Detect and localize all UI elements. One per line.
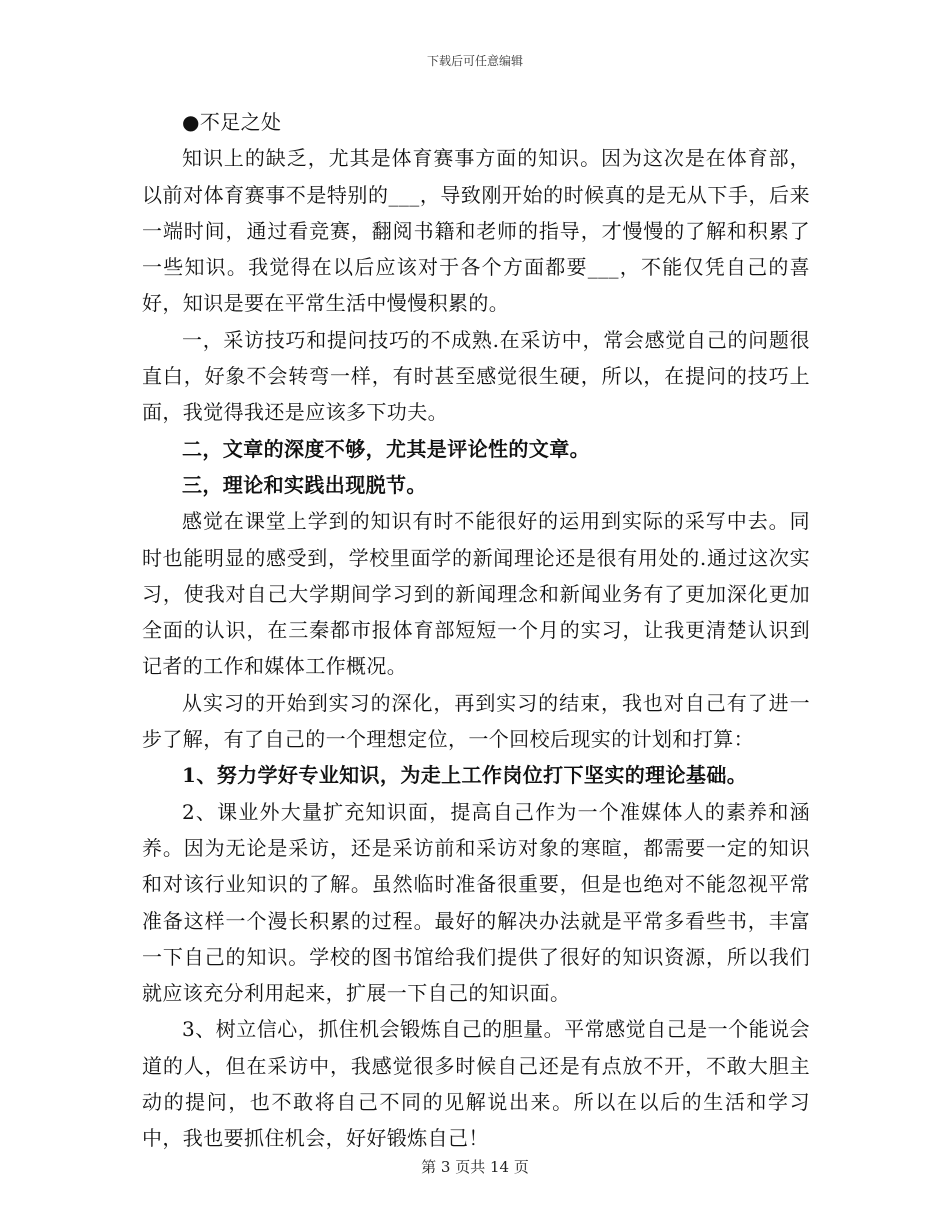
bold-paragraph: 三，理论和实践出现脱节。 [182, 472, 427, 497]
paragraph: 3、树立信心，抓住机会锻炼自己的胆量。平常感觉自己是一个能说会道的人，但在采访中，我感觉很多时候自己还是有点放不开，不敢大胆主动的提问，也不敢将自己不同的见解说出来。所以在以后的生活和学习中，我也要抓住机会，好好锻炼自己！ [142, 1017, 810, 1151]
page-header: 下载后可任意编辑 [426, 54, 523, 68]
paragraph: 从实习的开始到实习的深化，再到实习的结束，我也对自己有了进一步了解，有了自己的一个理想定位，一个回校后现实的计划和打算： [142, 690, 810, 752]
section-heading: ●不足之处 [182, 110, 282, 134]
paragraph: 感觉在课堂上学到的知识有时不能很好的运用到实际的采写中去。同时也能明显的感受到，学校里面学的新闻理论还是很有用处的.通过这次实习，使我对自己大学期间学习到的新闻理念和新闻业务有了更加深化更加全面的认识，在三秦都市报体育部短短一个月的实习，让我更清楚认识到记者的工作和媒体工作概况。 [142, 509, 810, 679]
bold-paragraph: 1、努力学好专业知识，为走上工作岗位打下坚实的理论基础。 [182, 763, 748, 788]
paragraph: 一，采访技巧和提问技巧的不成熟.在采访中，常会感觉自己的问题很直白，好象不会转弯一样，有时甚至感觉很生硬，所以，在提问的技巧上面，我觉得我还是应该多下功夫。 [142, 327, 810, 425]
document-body [142, 104, 810, 1157]
paragraph: 2、课业外大量扩充知识面，提高自己作为一个准媒体人的素养和涵养。因为无论是采访，还是采访前和采访对象的寒暄，都需要一定的知识和对该行业知识的了解。虽然临时准备很重要，但是也绝对不能忽视平常准备这样一个漫长积累的过程。最好的解决办法就是平常多看些书，丰富一下自己的知识。学校的图书馆给我们提供了很好的知识资源，所以我们就应该充分利用起来，扩展一下自己的知识面。 [142, 799, 810, 1006]
bold-paragraph: 二，文章的深度不够，尤其是评论性的文章。 [182, 436, 590, 461]
page-footer: 第 3 页共 14 页 [421, 1158, 529, 1176]
paragraph: 知识上的缺乏，尤其是体育赛事方面的知识。因为这次是在体育部，以前对体育赛事不是特别的___，导致刚开始的时候真的是无从下手，后来一端时间，通过看竞赛，翻阅书籍和老师的指导，才慢慢的了解和积累了一些知识。我觉得在以后应该对于各个方面都要___，不能仅凭自己的喜好，知识是要在平常生活中慢慢积累的。 [142, 146, 810, 316]
